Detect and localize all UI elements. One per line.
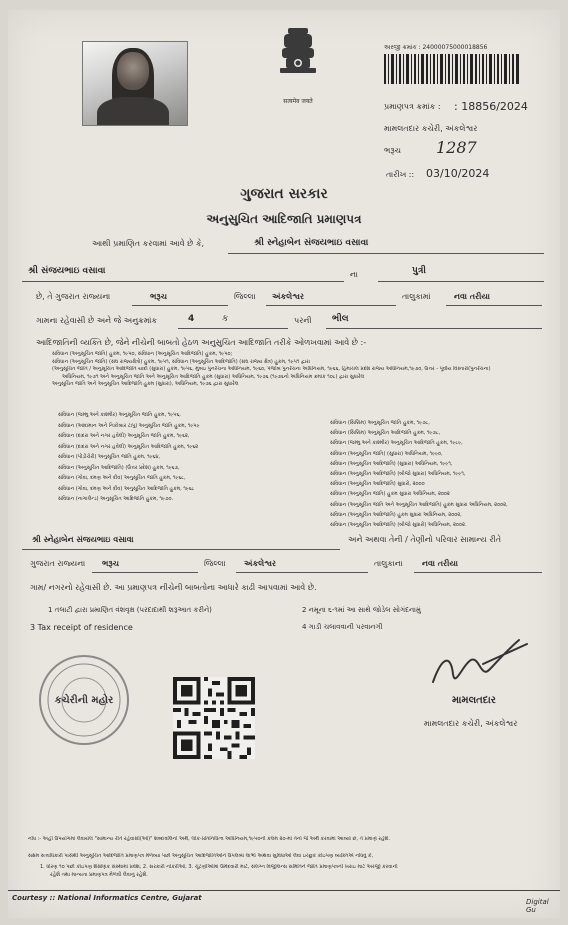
orders-right: સંવિધાન (સિક્કિમ) અનુસૂચિત જાતિ હુકમ, ૧૯૭૮, સંવિધાન (સિક્કિમ) અનુસૂચિત આદિજાતિ હુકમ, ૧૯૭૮, સંવિધાન (જમ્મુ અને કાશ્મીર) અનુસૂચિત આદિજાતિ હુકમ, ૧૯૮૯, સંવિધાન (અનુસૂચિત જાતિ) (સુધારા) અધિનિયમ, ૧૯૯૦, સંવિધાન (અનુસૂચિત આદિજાતિ) (સુધારા) અધિનિયમ, ૧૯૯૧, સંવિધાન (અનુસૂચિત આદિજાતિ) (બીજો સુધારા) અધિનિયમ, ૧૯૯૧, સંવિધાન (અનુસૂચિત આદિજાતિ) સુધારો, ૨૦૦૦ સંવિધાન (અનુસૂચિત જાતિ) હુકમ સુધારા અધિનિયમ, ૨૦૦૨ સંવિધાન (અનુસૂચિત જાતિ અને અનુસૂચિત આદિજાતિ) હુકમ સુધારા અધિનિયમ, ૨૦૦૨, સંવિધાન (અનુસૂચિત આદિજાતિ) હુકમ સુધારા અધિનિયમ, ૨૦૦૨, સંવિધાન (અનુસૂચિત આદિજાતિ) (બીજો સુધારો) અધિનિયમ, ૨૦૦૨.	[330, 420, 508, 529]
footer-digital: Digital Gu	[526, 898, 549, 914]
register-number: 1287	[436, 138, 477, 157]
application-number: અરજી ક્રમાંક : 24000075000018856	[384, 44, 488, 51]
family-suffix: અને અથવા તેની / તેણીનો પરિવાર સામાન્ય રીતે	[348, 535, 502, 544]
father-name: શ્રી સંજયભાઇ વસાવા	[28, 266, 106, 276]
seal-text: કચેરીની મહોર	[54, 695, 114, 706]
issuing-office: મામલતદાર કચેરી, અંકલેશ્વર	[384, 124, 478, 133]
taluka-label: તાલુકામાં	[402, 292, 431, 301]
district-value: ભરૂચ	[150, 292, 168, 301]
serial-number: 4	[188, 314, 195, 324]
date-label: તારીખ ::	[386, 170, 415, 179]
certificate-title: અનુસુચિત આદિજાતિ પ્રમાણપત્ર	[206, 212, 362, 226]
family-closing: ગામ/ નગરનો રહેવાસી છે. આ પ્રમાણપત્ર નીચેની બાબતોના આધારે કાઢી આપવામાં આવે છે.	[30, 583, 317, 592]
issue-date: 03/10/2024	[426, 167, 490, 180]
evidence-item-2: 2 નમૂના ૬-૧માં આ સાથે જોડેલ સોગંદનામું	[302, 606, 421, 614]
notes: નોંધ :- અહીં ઉપયોગમાં લેવાયેલ "સામાન્ય રીતે રહેવાસી(ઓ)" શબ્દાવલિનો અર્થ, લોક-પ્રતિનિધિત્વ અધિનિયમ,૧૯૫૦ની કલમ ૨૦-માં તેનો જે અર્થ કરવામાં આવ્યો છે, તે પ્રમાણે રહેશે. સક્ષમ સત્તાધિકારી પાસેથી અનુસૂચિત આદિજાતિ પ્રમાણપત્ર મેળવ્યા પછી અનુસૂચિત આદિજાતિઓને ઉપલબ્ધ લાભો અથવા સુવિધાઓ લેવા ઇચ્છુક કોઇપણ વ્યક્તિએ નોંધવું કે, 1. ધોરણ ૧૦ પછી કોઇપણ શૈક્ષણિક સંસ્થામાં પ્રવેશ, 2. સરકારી નોકરીઓ, 3. ચૂંટણીઓમાં ઉમેદવારી માટે, સંલગ્ન વિજીલન્સ સમિતિને જાતિ પ્રમાણપત્રની ખરાઇ માટે અરજી કરવાની રહેશે તથા માન્યતા પ્રમાણપત્ર મેળવી લેવાનું રહેશે.	[28, 836, 398, 878]
state-prefix: છે, તે ગુજરાત રાજ્યના	[36, 292, 111, 301]
government-title: ગુજરાત સરકાર	[240, 186, 328, 202]
tribe-line: આદિજાતિની વ્યક્તિ છે, જેને નીચેની બાબતો હેઠળ અનુસુચિત આદિજાતિ તરીકે ઓળખવામાં આવે છે :-	[36, 338, 367, 347]
applicant-photo	[82, 41, 188, 126]
family-taluka-label: તાલુકાના	[374, 559, 403, 568]
family-state-prefix: ગુજરાત રાજ્યના	[30, 559, 86, 568]
barcode	[384, 54, 520, 84]
signatory-office: મામલતદાર કચેરી, અંકલેશ્વર	[424, 719, 518, 728]
village-prefix: ગામના રહેવાસી છે અને જે અનુક્રમાંક	[36, 316, 158, 325]
certificate-paper	[8, 10, 560, 918]
evidence-item-4: 4 ગાડી ચલાવવાની પરવાનગી	[302, 623, 383, 631]
emblem-motto: सत्यमेव जयते	[283, 98, 313, 105]
certify-line: આથી પ્રમાણિત કરવામાં આવે છે કે,	[92, 239, 205, 248]
relation-of: ના	[350, 270, 358, 279]
applicant-name: શ્રી સ્નેહાબેન સંજયભાઇ વસાવા	[254, 238, 369, 248]
family-name: શ્રી સ્નેહાબેન સંજયભાઇ વસાવા	[32, 535, 134, 544]
family-district-label: જિલ્લા	[204, 559, 226, 568]
village-value: નવા તરીયા	[454, 292, 490, 301]
evidence-item-3: 3 Tax receipt of residence	[30, 623, 133, 632]
relation: પુત્રી	[412, 266, 426, 276]
family-village: નવા તરીયા	[422, 559, 458, 568]
tribe-name: ભીલ	[332, 314, 349, 324]
family-taluka-value: અંકલેશ્વર	[244, 559, 277, 568]
certificate-no-label: પ્રમાણપત્ર ક્રમાંક :	[384, 102, 441, 111]
serial-sub: ક	[222, 314, 229, 324]
district-label: જિલ્લા	[234, 292, 256, 301]
evidence-item-1: 1 તલાટી દ્વારા પ્રમાણિત વંશવૃક્ષ (પરદાદાથી શરૂઆત કરીને)	[48, 606, 212, 614]
signature-icon	[423, 634, 543, 694]
family-district-value: ભરૂચ	[102, 559, 120, 568]
national-emblem-icon	[272, 26, 324, 98]
register-label: ભરૂચ	[384, 146, 402, 155]
certificate-number: : 18856/2024	[454, 100, 528, 113]
qr-code	[173, 677, 255, 759]
tribe-label: પરની	[294, 316, 312, 325]
footer-courtesy: Courtesy :: National Informatics Centre, Gujarat	[12, 894, 202, 902]
taluka-value: અંકલેશ્વર	[272, 292, 305, 301]
orders-left: સંવિધાન (જમ્મુ અને કાશ્મીર) અનુસૂચિત જાતિ હુકમ, ૧૯૫૬, સંવિધાન (આંદામાન અને નિકોબાર ટાપુ) અનુસૂચિત જાતિ હુકમ, ૧૯૫૯ સંવિધાન (દાદરા અને નગર હવેલી) અનુસૂચિત જાતિ હુકમ, ૧૯૬૨, સંવિધાન (દાદરા અને નગર હવેલી) અનુસૂચિત આદિજાતિ હુકમ, ૧૯૬૨ સંવિધાન (પોંડીચેરી) અનુસૂચિત જાતિ હુકમ, ૧૯૬૪, સંવિધાન (અનુસૂચિત આદિજાતિ) (ઉત્તર પ્રદેશ) હુકમ, ૧૯૬૭, સંવિધાન (ગોવા, દમણ અને દીવ) અનુસૂચિત જાતિ હુકમ, ૧૯૬૮, સંવિધાન (ગોવા, દમણ અને દીવ) અનુસૂચિત આદિજાતિ હુકમ, ૧૯૬૮ સંવિધાન (નાગાલેન્ડ) અનુસૂચિત આદિજાતિ હુકમ, ૧૯૭૦.	[58, 412, 200, 502]
orders-full: સંવિધાન (અનુસૂચિત જાતિ) હુકમ, ૧૯૫૦, સંવિધાન (અનુસૂચિત આદિજાતિ) હુકમ, ૧૯૫૦; સંવિધાન (અનુસૂચિત જાતિ) (સંઘ રાજ્યક્ષેત્રો) હુકમ, ૧૯૫૧, સંવિધાન (અનુસૂચિત આદિજાતિ) (સંઘ રાજ્ય ક્ષેત્ર) હુકમ, ૧૯૫૧ દ્વારા (અનુસૂચિત જાતિ / અનુસૂચિત આદિજાતિ યાદી (સુધારા) હુકમ, ૧૯૫૬, મુંબઇ પુનર્રચના અધિનિયમ, ૧૯૬૦, પંજાબ પુનર્રચના અધિનિયમ, ૧૯૬૬, હિમાચલ પ્રદેશ રાજ્ય અધિનિયમ,૧૯૭૦, ઉત્તર - પૂર્વીય વિસ્તારો(પુનર્રચના) અધિનિયમ, ૧૯૭૧ અને અનુસૂચિત જાતિ અને અનુસૂચિત આદિજાતિ હુકમ (સુધારા) અધિનિયમ, ૧૯૭૬ (૧૯૭૬નો અધિનિયમ ક્રમાંક ૧૦૮) દ્વારા સુધારેલ અનુસૂચિત જાતિ અને અનુસૂચિત આદિજાતિ હુકમ (સુધારા), અધિનિયમ, ૧૯૭૬ દ્વારા સુધારેલ	[52, 351, 491, 387]
signatory-designation: મામલતદાર	[452, 695, 496, 706]
